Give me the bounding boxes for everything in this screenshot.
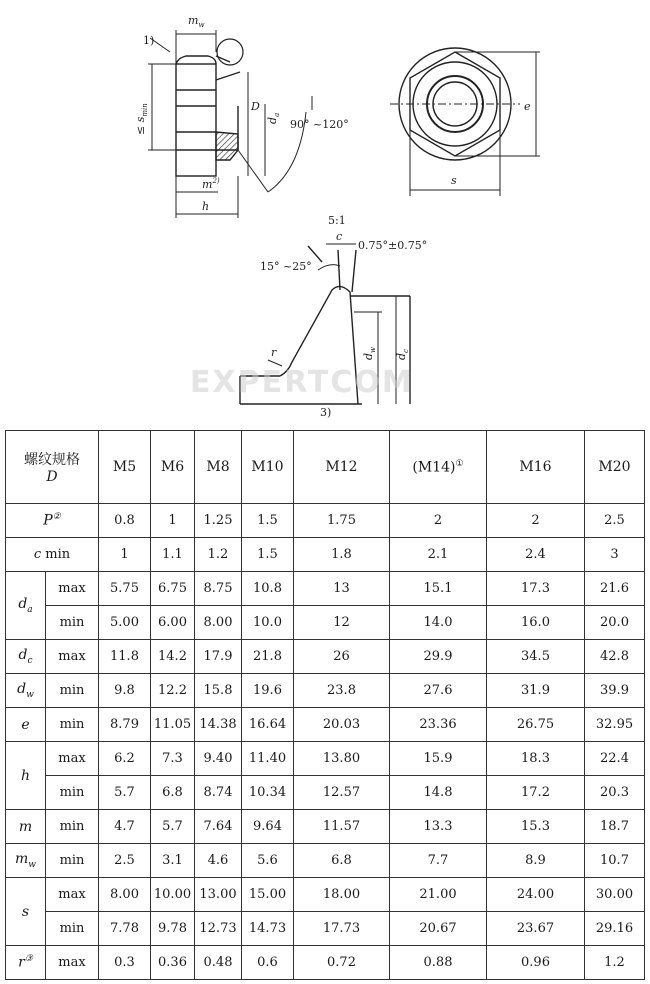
value-cell: 21.6 — [585, 572, 645, 606]
table-row-P — [6, 504, 645, 538]
value-cell: 6.75 — [151, 572, 195, 606]
value-cell: 5.00 — [99, 606, 151, 640]
value-cell: 8.75 — [195, 572, 242, 606]
value-cell: 8.9 — [487, 844, 585, 878]
footnote-3-marker: ③ — [24, 954, 33, 965]
table-row-h-max — [6, 742, 645, 776]
value-cell: 5.7 — [151, 810, 195, 844]
value-cell: 10.8 — [242, 572, 294, 606]
value-cell: 2 — [487, 504, 585, 538]
value-cell: 21.8 — [242, 640, 294, 674]
value-cell: 3 — [585, 538, 645, 572]
limit-cell: max — [46, 742, 99, 776]
value-cell: 5.6 — [242, 844, 294, 878]
value-cell: 14.73 — [242, 912, 294, 946]
spec-header-zh: 螺纹规格 — [24, 452, 80, 468]
value-cell: 18.00 — [294, 878, 390, 912]
value-cell: 1.75 — [294, 504, 390, 538]
value-cell: 16.0 — [487, 606, 585, 640]
value-cell: 42.8 — [585, 640, 645, 674]
s-label: s — [451, 174, 457, 187]
value-cell: 15.1 — [390, 572, 487, 606]
value-cell: 6.8 — [151, 776, 195, 810]
D-label: D — [251, 100, 260, 113]
table-row-s-min — [6, 912, 645, 946]
value-cell: 14.0 — [390, 606, 487, 640]
value-cell: 15.3 — [487, 810, 585, 844]
value-cell: 13.3 — [390, 810, 487, 844]
table-row-e — [6, 708, 645, 742]
value-cell: 1.2 — [585, 946, 645, 980]
table-row-da-max — [6, 572, 645, 606]
value-cell: 16.64 — [242, 708, 294, 742]
value-cell: 6.00 — [151, 606, 195, 640]
value-cell: 0.88 — [390, 946, 487, 980]
c-label: c — [336, 230, 343, 243]
value-cell: 23.8 — [294, 674, 390, 708]
value-cell: 23.36 — [390, 708, 487, 742]
spec-header-cell — [6, 431, 99, 504]
value-cell: 1 — [99, 538, 151, 572]
angle-90-120-label: 90° ~120° — [290, 118, 349, 131]
value-cell: 6.2 — [99, 742, 151, 776]
value-cell: 15.00 — [242, 878, 294, 912]
limit-cell: max — [46, 946, 99, 980]
value-cell: 22.4 — [585, 742, 645, 776]
value-cell: 14.38 — [195, 708, 242, 742]
value-cell: 12.73 — [195, 912, 242, 946]
value-cell: 0.36 — [151, 946, 195, 980]
smin-label: ≤ $s_{min}$ — [134, 103, 149, 135]
value-cell: 18.3 — [487, 742, 585, 776]
h-label: h — [202, 200, 210, 213]
value-cell: 1.5 — [242, 504, 294, 538]
table-row-da-min — [6, 606, 645, 640]
value-cell: 8.79 — [99, 708, 151, 742]
value-cell: 0.8 — [99, 504, 151, 538]
value-cell: 20.0 — [585, 606, 645, 640]
value-cell: 12.57 — [294, 776, 390, 810]
value-cell: 17.73 — [294, 912, 390, 946]
table-row-mw — [6, 844, 645, 878]
table-row-m — [6, 810, 645, 844]
value-cell: 0.6 — [242, 946, 294, 980]
value-cell: 29.9 — [390, 640, 487, 674]
table-row-dw — [6, 674, 645, 708]
r-label: r — [271, 346, 277, 359]
value-cell: 15.8 — [195, 674, 242, 708]
value-cell: 6.8 — [294, 844, 390, 878]
value-cell: 31.9 — [487, 674, 585, 708]
value-cell: 29.16 — [585, 912, 645, 946]
mw-label: $m_w$ — [188, 14, 205, 29]
value-cell: 20.67 — [390, 912, 487, 946]
size-header: M12 — [294, 431, 390, 504]
value-cell: 39.9 — [585, 674, 645, 708]
value-cell: 0.48 — [195, 946, 242, 980]
value-cell: 9.78 — [151, 912, 195, 946]
value-cell: 23.67 — [487, 912, 585, 946]
table-row-c — [6, 538, 645, 572]
value-cell: 7.3 — [151, 742, 195, 776]
value-cell: 1 — [151, 504, 195, 538]
param-c: c min — [6, 538, 99, 572]
value-cell: 10.00 — [151, 878, 195, 912]
value-cell: 13.80 — [294, 742, 390, 776]
value-cell: 1.25 — [195, 504, 242, 538]
limit-cell: min — [46, 912, 99, 946]
param-s: s — [6, 878, 46, 946]
value-cell: 13 — [294, 572, 390, 606]
value-cell: 0.96 — [487, 946, 585, 980]
value-cell: 2.1 — [390, 538, 487, 572]
value-cell: 17.9 — [195, 640, 242, 674]
value-cell: 2.5 — [585, 504, 645, 538]
table-row-r — [6, 946, 645, 980]
param-mw: $m_w$ — [6, 844, 46, 878]
limit-cell: max — [46, 572, 99, 606]
value-cell: 10.7 — [585, 844, 645, 878]
value-cell: 10.34 — [242, 776, 294, 810]
value-cell: 10.0 — [242, 606, 294, 640]
table-row-dc — [6, 640, 645, 674]
value-cell: 9.40 — [195, 742, 242, 776]
param-e: e — [6, 708, 46, 742]
value-cell: 21.00 — [390, 878, 487, 912]
dc-label: $d_c$ — [395, 349, 410, 360]
footnote-2-marker: ② — [52, 512, 61, 523]
value-cell: 19.6 — [242, 674, 294, 708]
value-cell: 18.7 — [585, 810, 645, 844]
angle-15-25-label: 15° ~25° — [260, 260, 312, 273]
value-cell: 32.95 — [585, 708, 645, 742]
value-cell: 30.00 — [585, 878, 645, 912]
limit-cell: min — [46, 606, 99, 640]
e-label: e — [524, 100, 531, 113]
value-cell: 27.6 — [390, 674, 487, 708]
value-cell: 4.6 — [195, 844, 242, 878]
table-row-h-min — [6, 776, 645, 810]
limit-cell: min — [46, 776, 99, 810]
size-header: M5 — [99, 431, 151, 504]
footnote-1-marker: ① — [455, 458, 464, 469]
size-header — [390, 431, 487, 504]
value-cell: 1.1 — [151, 538, 195, 572]
value-cell: 11.8 — [99, 640, 151, 674]
size-header: M8 — [195, 431, 242, 504]
watermark: EXPERTCOM — [190, 365, 414, 400]
value-cell: 8.74 — [195, 776, 242, 810]
limit-cell: max — [46, 878, 99, 912]
size-header: M20 — [585, 431, 645, 504]
spec-header-symbol: D — [46, 469, 58, 485]
note-3-label: 3) — [320, 406, 332, 419]
value-cell: 0.72 — [294, 946, 390, 980]
side-view-dimensions — [148, 30, 306, 218]
note-1-label: 1) — [143, 34, 155, 47]
param-dc: $d_c$ — [6, 640, 46, 674]
scale-label: 5:1 — [328, 214, 346, 227]
value-cell: 2 — [390, 504, 487, 538]
value-cell: 11.40 — [242, 742, 294, 776]
dw-label: $d_w$ — [362, 346, 377, 360]
value-cell: 2.5 — [99, 844, 151, 878]
value-cell: 8.00 — [99, 878, 151, 912]
limit-cell: min — [46, 674, 99, 708]
limit-cell: min — [46, 708, 99, 742]
value-cell: 12 — [294, 606, 390, 640]
value-cell: 17.2 — [487, 776, 585, 810]
value-cell: 14.2 — [151, 640, 195, 674]
m-label: $m^{2)}$ — [202, 177, 220, 191]
value-cell: 11.05 — [151, 708, 195, 742]
table-row-s-max — [6, 878, 645, 912]
size-header-m14: (M14) — [412, 459, 456, 476]
value-cell: 8.00 — [195, 606, 242, 640]
limit-cell: min — [46, 810, 99, 844]
dimension-table — [5, 430, 645, 980]
value-cell: 7.64 — [195, 810, 242, 844]
value-cell: 20.03 — [294, 708, 390, 742]
value-cell: 9.8 — [99, 674, 151, 708]
value-cell: 3.1 — [151, 844, 195, 878]
size-header: M16 — [487, 431, 585, 504]
header-row — [6, 431, 645, 504]
size-header: M6 — [151, 431, 195, 504]
value-cell: 11.57 — [294, 810, 390, 844]
size-header: M10 — [242, 431, 294, 504]
value-cell: 1.5 — [242, 538, 294, 572]
value-cell: 2.4 — [487, 538, 585, 572]
value-cell: 26 — [294, 640, 390, 674]
angle-075-label: 0.75°±0.75° — [358, 239, 428, 252]
value-cell: 4.7 — [99, 810, 151, 844]
limit-cell: min — [46, 844, 99, 878]
value-cell: 34.5 — [487, 640, 585, 674]
value-cell: 20.3 — [585, 776, 645, 810]
value-cell: 24.00 — [487, 878, 585, 912]
value-cell: 12.2 — [151, 674, 195, 708]
value-cell: 15.9 — [390, 742, 487, 776]
param-dw: $d_w$ — [6, 674, 46, 708]
value-cell: 13.00 — [195, 878, 242, 912]
param-h: h — [6, 742, 46, 810]
da-label: $d_a$ — [266, 112, 281, 124]
value-cell: 26.75 — [487, 708, 585, 742]
side-view — [176, 39, 243, 176]
value-cell: 7.78 — [99, 912, 151, 946]
param-P: P② — [6, 504, 99, 538]
value-cell: 7.7 — [390, 844, 487, 878]
limit-cell: max — [46, 640, 99, 674]
value-cell: 5.75 — [99, 572, 151, 606]
value-cell: 1.2 — [195, 538, 242, 572]
param-m: m — [6, 810, 46, 844]
value-cell: 17.3 — [487, 572, 585, 606]
value-cell: 1.8 — [294, 538, 390, 572]
nut-drawings — [0, 0, 650, 425]
param-r: r③ — [6, 946, 46, 980]
value-cell: 14.8 — [390, 776, 487, 810]
value-cell: 0.3 — [99, 946, 151, 980]
value-cell: 9.64 — [242, 810, 294, 844]
value-cell: 5.7 — [99, 776, 151, 810]
param-da: $d_a$ — [6, 572, 46, 640]
